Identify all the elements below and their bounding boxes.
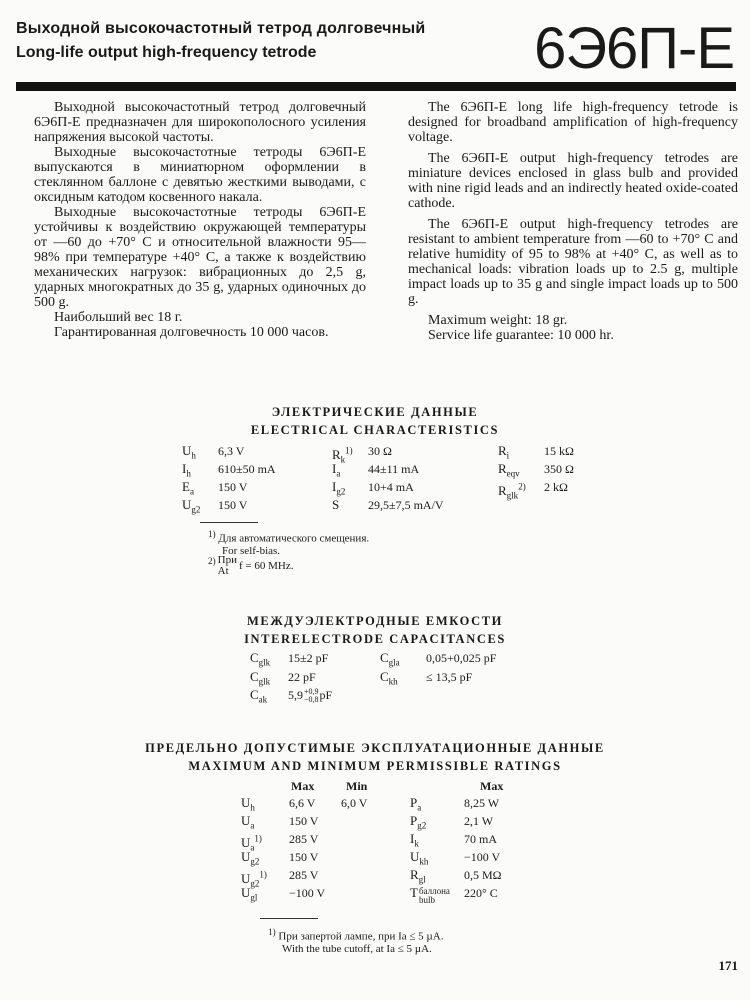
value-min: 6,0 V — [341, 796, 368, 810]
intro-russian — [34, 100, 366, 340]
symbol: $I_k$ — [410, 831, 419, 849]
value: 150 V — [289, 814, 319, 828]
value: 22 pF — [288, 670, 316, 684]
data-row — [250, 669, 316, 689]
value: 285 V — [289, 868, 319, 882]
data-row — [241, 813, 319, 833]
value: 220° C — [464, 886, 498, 900]
value: 15±2 pF — [288, 651, 329, 665]
intro-paragraph: The 6Э6П-Е output high-frequency tetrodes are resistant to ambient temperature from —60 to +70° C and relative humidity of 95 to 98% at +40° C, as well as to mechanical loads: vibration loads up to 2.5 g, multiple impact loads up to 35 g and single impact loads up to 500 g. — [408, 217, 738, 307]
value: 6,6 V — [289, 796, 316, 810]
symbol: S — [332, 497, 340, 512]
ratings-header-min: Min — [346, 779, 368, 793]
footnote-rule — [260, 918, 318, 919]
symbol: $C_{glk}$ — [250, 650, 271, 668]
symbol: $U_{kh}$ — [410, 849, 429, 867]
symbol: $P_a$ — [410, 795, 422, 813]
data-row — [410, 831, 497, 851]
data-row — [498, 443, 574, 463]
value: 2,1 W — [464, 814, 494, 828]
value: 10+4 mA — [368, 480, 414, 494]
value: 44±11 mA — [368, 462, 420, 476]
symbol: $I_h$ — [182, 461, 191, 479]
data-row — [498, 480, 568, 503]
ratings-title-en: MAXIMUM AND MINIMUM PERMISSIBLE RATINGS — [188, 759, 562, 773]
value: 2 kΩ — [544, 480, 568, 494]
tube-model: 6Э6П-Е — [534, 16, 734, 81]
data-row — [410, 867, 502, 887]
value: 8,25 W — [464, 796, 500, 810]
data-row — [250, 650, 329, 670]
data-row — [410, 849, 501, 869]
intro-paragraph: The 6Э6П-Е output high-frequency tetrodes are miniature devices enclosed in glass bulb and provided with nine rigid leads and an indirectly heated oxide-coated cathode. — [408, 151, 738, 211]
symbol: $U_{g2}$ — [241, 849, 260, 867]
data-row — [241, 795, 368, 815]
value: 350 Ω — [544, 462, 574, 476]
data-row — [380, 669, 473, 689]
value: 150 V — [289, 850, 319, 864]
data-row — [380, 650, 497, 670]
symbol: $C_{glk}$ — [250, 669, 271, 687]
header-rule — [16, 82, 736, 91]
ratings-footnote: $^{1)}$ При запертой лампе, при Iа ≤ 5 µA. With the tube cutoff, at Iа ≤ 5 µA. — [268, 927, 444, 955]
intro-paragraph: The 6Э6П-Е long life high-frequency tetrode is designed for broadband amplification of high-frequency voltage. — [408, 100, 738, 145]
symbol: Tбаллона bulb — [410, 885, 450, 905]
capacitance-row — [250, 687, 333, 707]
electrical-title-en: ELECTRICAL CHARACTERISTICS — [250, 423, 500, 437]
value: 5,9+0,9 −0,8pF — [288, 687, 333, 705]
symbol: $U_h$ — [241, 795, 255, 813]
value: 70 mA — [464, 832, 497, 846]
page-number: 171 — [718, 958, 738, 973]
data-row — [182, 479, 248, 499]
value: 6,3 V — [218, 444, 245, 458]
data-row — [332, 497, 444, 512]
ratings-header-max: Max — [291, 779, 315, 793]
data-row — [241, 849, 319, 869]
data-row — [332, 461, 420, 481]
symbol: $R_{gl}$ — [410, 867, 426, 885]
intro-paragraph: Наибольший вес 18 г. — [54, 310, 183, 325]
value: 29,5±7,5 mA/V — [368, 498, 444, 512]
data-row — [410, 795, 500, 815]
title-russian: Выходной высокочастотный тетрод долговечный — [16, 20, 426, 37]
symbol: $U_h$ — [182, 443, 196, 461]
capacitance-title-en: INTERELECTRODE CAPACITANCES — [244, 632, 506, 646]
symbol: $C_{gla}$ — [380, 650, 400, 668]
data-row — [182, 461, 276, 481]
symbol: $R_k^{1)}$ — [332, 446, 353, 465]
symbol: $R_{eqv}$ — [498, 461, 520, 479]
ratings-header-max-right: Max — [480, 779, 504, 793]
title-english: Long-life output high-frequency tetrode — [16, 44, 317, 61]
symbol: $U_{g2}$ — [182, 497, 201, 515]
symbol: $U_{gl}$ — [241, 885, 258, 903]
value: 0,05+0,025 pF — [426, 651, 497, 665]
symbol: $P_{g2}$ — [410, 813, 427, 831]
data-row — [182, 497, 248, 517]
capacitance-title-ru: МЕЖДУЭЛЕКТРОДНЫЕ ЕМКОСТИ — [247, 614, 503, 628]
symbol: $U_a^{1)}$ — [241, 834, 262, 853]
value: 285 V — [289, 832, 319, 846]
value: 150 V — [218, 498, 248, 512]
value: 15 kΩ — [544, 444, 574, 458]
intro-paragraph: Выходные высокочастотные тетроды 6Э6П-Е выпускаются в миниатюрном оформлении в стеклянном баллоне с девятью жесткими выводами, с оксидным катодом косвенного накала. — [34, 145, 366, 205]
data-row — [241, 885, 326, 905]
value: 30 Ω — [368, 444, 392, 458]
data-row — [410, 885, 498, 905]
symbol: $U_a$ — [241, 813, 255, 831]
data-row — [498, 461, 574, 481]
ratings-title-ru: ПРЕДЕЛЬНО ДОПУСТИМЫЕ ЭКСПЛУАТАЦИОННЫЕ ДАННЫЕ — [145, 741, 605, 755]
intro-paragraph: Гарантированная долговечность 10 000 часов. — [54, 325, 329, 340]
symbol: $C_{kh}$ — [380, 669, 398, 687]
symbol: $R_{glk}^{2)}$ — [498, 482, 526, 501]
value: ≤ 13,5 pF — [426, 670, 473, 684]
symbol: $U_{g2}^{1)}$ — [241, 870, 267, 889]
electrical-title-ru: ЭЛЕКТРИЧЕСКИЕ ДАННЫЕ — [271, 405, 479, 419]
intro-paragraph: Выходной высокочастотный тетрод долговечный 6Э6П-Е предназначен для широкополосного усиления напряжения высокой частоты. — [34, 100, 366, 145]
data-row — [182, 443, 245, 463]
footnote-2: $^{2)}$ При At f = 60 MHz. — [208, 554, 294, 577]
value: −100 V — [289, 886, 326, 900]
symbol: $C_{ak}$ — [250, 687, 268, 705]
intro-english — [408, 100, 738, 343]
symbol: $I_{g2}$ — [332, 479, 346, 497]
data-row — [332, 479, 414, 499]
value: 0,5 MΩ — [464, 868, 502, 882]
intro-paragraph: Service life guarantee: 10 000 hr. — [428, 328, 614, 343]
intro-paragraph: Maximum weight: 18 gr. — [428, 313, 568, 328]
symbol: $I_a$ — [332, 461, 341, 479]
footnote-rule — [200, 522, 258, 523]
value: −100 V — [464, 850, 501, 864]
data-row — [410, 813, 494, 833]
symbol: $R_i$ — [498, 443, 510, 461]
footnote-1: $^{1)}$ Для автоматического смещения. For self-bias. — [208, 529, 370, 557]
symbol: $E_a$ — [182, 479, 194, 497]
value: 150 V — [218, 480, 248, 494]
intro-paragraph: Выходные высокочастотные тетроды 6Э6П-Е устойчивы к воздействию окружающей температуры от —60 до +70° С и относительной влажности 95—98% при температуре +40° С, а также к воздействию механических нагрузок: вибрационных до 2,5 g, ударных многократных до 35 g, ударных одиночных до 500 g. — [34, 205, 366, 310]
value: 610±50 mA — [218, 462, 276, 476]
